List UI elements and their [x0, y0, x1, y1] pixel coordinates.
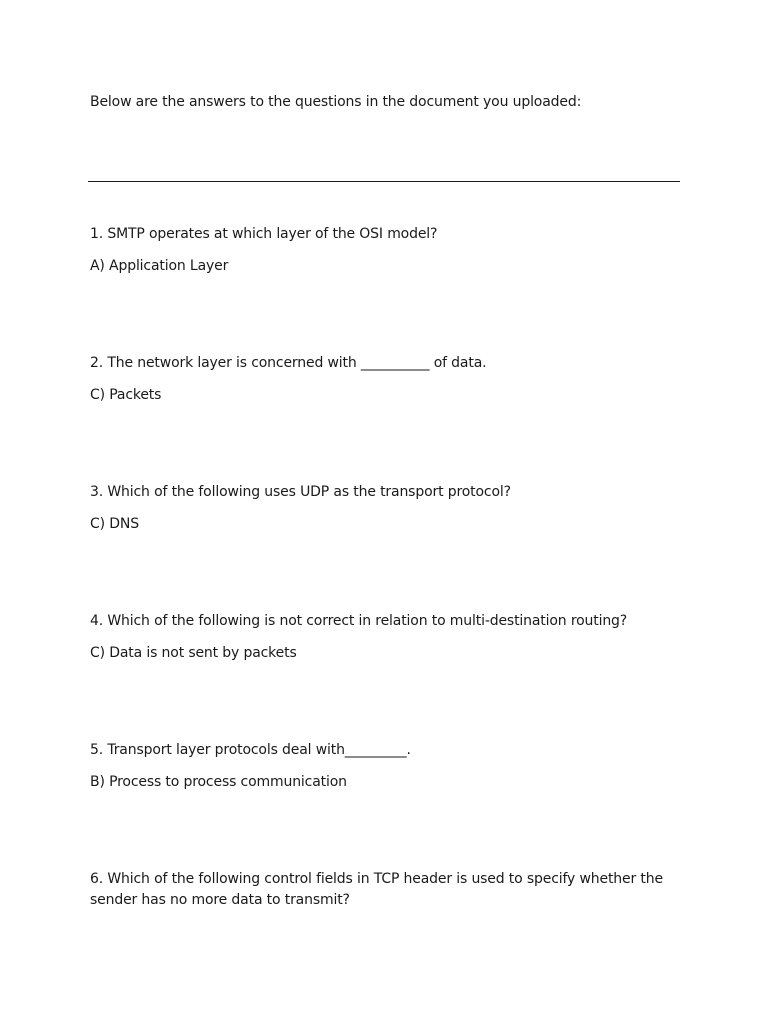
answer-2: C) Packets — [90, 387, 162, 403]
question-4: 4. Which of the following is not correct in relation to multi-destination routing? — [90, 613, 628, 629]
horizontal-divider — [88, 181, 680, 182]
answer-3: C) DNS — [90, 516, 139, 532]
intro-text: Below are the answers to the questions in the document you uploaded: — [90, 94, 582, 110]
question-1: 1. SMTP operates at which layer of the OSI model? — [90, 226, 438, 242]
answer-1: A) Application Layer — [90, 258, 229, 274]
question-5: 5. Transport layer protocols deal with_________. — [90, 742, 411, 758]
question-3: 3. Which of the following uses UDP as the transport protocol? — [90, 484, 511, 500]
question-6: 6. Which of the following control fields in TCP header is used to specify whether the sender has no more data to transmit? — [90, 871, 663, 908]
answer-4: C) Data is not sent by packets — [90, 645, 297, 661]
answer-5: B) Process to process communication — [90, 774, 347, 790]
question-2: 2. The network layer is concerned with __________ of data. — [90, 355, 487, 371]
